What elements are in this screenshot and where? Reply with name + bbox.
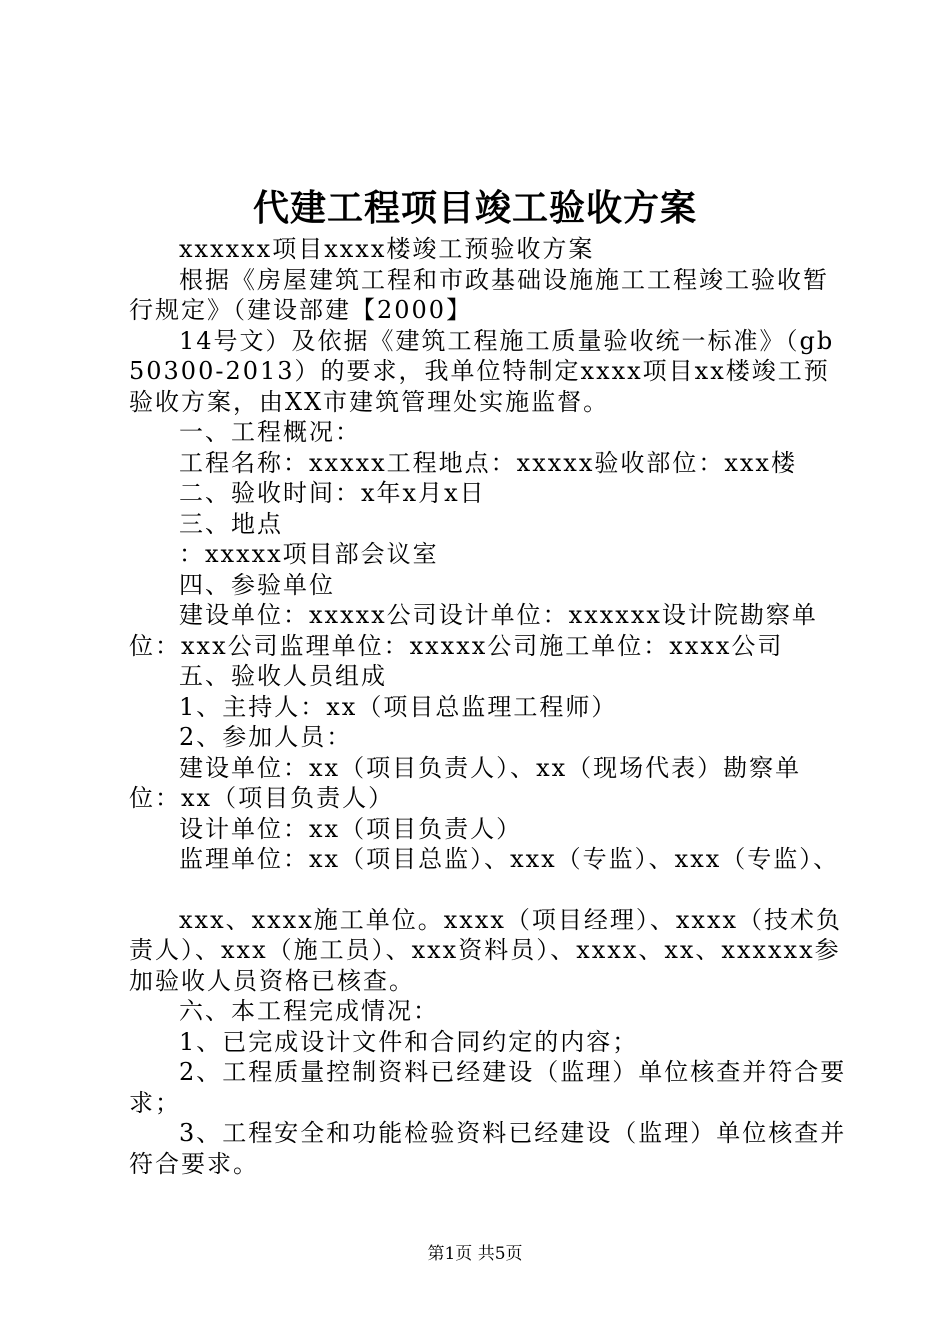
spacer [129, 875, 849, 905]
heading-personnel: 五、验收人员组成 [179, 662, 387, 690]
paragraph-supervision-unit: 监理单位：xx（项目总监）、xxx（专监）、xxx（专监）、 [179, 845, 840, 873]
document-body [129, 234, 849, 1179]
document-title: 代建工程项目竣工验收方案 [252, 187, 697, 229]
paragraph-participants: 2、参加人员： [179, 723, 353, 751]
paragraph-location: ：xxxxx项目部会议室 [179, 540, 439, 568]
paragraph-project-name: 工程名称：xxxxx工程地点：xxxxx验收部位：xxx楼 [179, 448, 797, 477]
heading-overview: 一、工程概况： [179, 418, 361, 446]
paragraph-completion-1: 1、已完成设计文件和合同约定的内容； [179, 1027, 639, 1056]
paragraph-host: 1、主持人：xx（项目总监理工程师） [179, 692, 618, 721]
heading-time: 二、验收时间：x年x月x日 [179, 479, 486, 507]
paragraph-standard: 14号文）及依据《建筑工程施工质量验收统一标准》（gb50300-2013）的要求，我单位特制定xxxx项目xx楼竣工预验收方案，由XX市建筑管理处实施监督。 [129, 326, 835, 416]
heading-units: 四、参验单位 [179, 570, 335, 599]
paragraph-subtitle: xxxxxx项目xxxx楼竣工预验收方案 [179, 235, 595, 263]
heading-completion: 六、本工程完成情况： [179, 997, 439, 1025]
paragraph-units: 建设单位：xxxxx公司设计单位：xxxxxx设计院勘察单位：xxx公司监理单位：xxxxx公司施工单位：xxxx公司 [129, 601, 818, 660]
page-footer: 第1页 共5页 [427, 1244, 523, 1264]
paragraph-completion-3: 3、工程安全和功能检验资料已经建设（监理）单位核查并符合要求。 [129, 1119, 847, 1178]
paragraph-completion-2: 2、工程质量控制资料已经建设（监理）单位核查并符合要求； [129, 1058, 847, 1117]
heading-location: 三、地点 [179, 509, 283, 538]
paragraph-owner-unit: 建设单位：xx（项目负责人）、xx（现场代表）勘察单位：xx（项目负责人） [129, 753, 802, 812]
paragraph-basis: 根据《房屋建筑工程和市政基础设施施工工程竣工验收暂行规定》（建设部建【2000】 [129, 265, 829, 324]
paragraph-construction-unit: xxx、xxxx施工单位。xxxx（项目经理）、xxxx（技术负责人）、xxx（施工员）、xxx资料员）、xxxx、xx、xxxxxx参加验收人员资格已核查。 [129, 905, 843, 995]
paragraph-design-unit: 设计单位：xx（项目负责人） [179, 814, 523, 843]
